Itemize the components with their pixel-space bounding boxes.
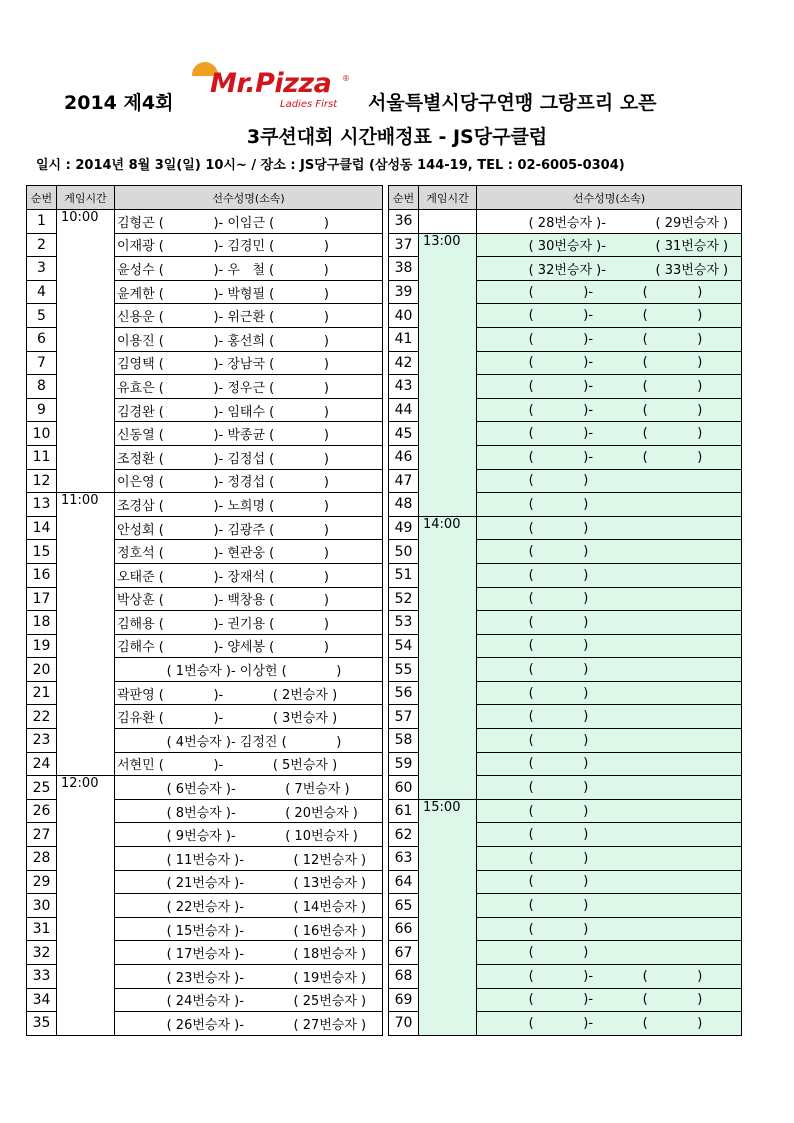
players-cell: ( ): [477, 611, 742, 635]
players-cell: ( ): [477, 752, 742, 776]
players-cell: ( ): [477, 658, 742, 682]
logo-tagline: Ladies First: [280, 99, 338, 110]
players-cell: ( ): [477, 776, 742, 800]
page-subtitle: 3쿠션대회 시간배정표 - JS당구클럽: [246, 126, 548, 148]
game-number: 8: [27, 375, 57, 399]
players-cell: ( 28번승자 )- ( 29번승자 ): [477, 210, 742, 234]
col-header-time: 게임시간: [57, 186, 115, 210]
players-cell: ( 11번승자 )- ( 12번승자 ): [115, 847, 383, 871]
game-number: 7: [27, 351, 57, 375]
table-row: [389, 233, 742, 257]
game-number: 25: [27, 776, 57, 800]
game-number: 66: [389, 917, 419, 941]
players-cell: ( )- ( ): [477, 280, 742, 304]
game-number: 5: [27, 304, 57, 328]
game-number: 19: [27, 634, 57, 658]
game-number: 14: [27, 516, 57, 540]
players-cell: 유효은 ( )- 정우근 ( ): [115, 375, 383, 399]
game-number: 67: [389, 941, 419, 965]
game-number: 26: [27, 799, 57, 823]
players-cell: 김유환 ( )- ( 3번승자 ): [115, 705, 383, 729]
game-number: 13: [27, 493, 57, 517]
table-row: [27, 493, 383, 517]
players-cell: 김형곤 ( )- 이임근 ( ): [115, 210, 383, 234]
game-time: 11:00: [57, 493, 115, 776]
game-number: 6: [27, 327, 57, 351]
players-cell: 오태준 ( )- 장재석 ( ): [115, 563, 383, 587]
game-number: 54: [389, 634, 419, 658]
game-number: 69: [389, 988, 419, 1012]
game-time: 13:00: [419, 233, 477, 516]
players-cell: 김경완 ( )- 임태수 ( ): [115, 398, 383, 422]
players-cell: 조정환 ( )- 김정섭 ( ): [115, 445, 383, 469]
players-cell: ( ): [477, 540, 742, 564]
game-number: 57: [389, 705, 419, 729]
players-cell: ( )- ( ): [477, 422, 742, 446]
players-cell: ( ): [477, 823, 742, 847]
players-cell: ( ): [477, 894, 742, 918]
game-number: 22: [27, 705, 57, 729]
game-number: 27: [27, 823, 57, 847]
event-title: 서울특별시당구연맹 그랑프리 오픈: [368, 92, 657, 114]
table-header-row: [389, 186, 742, 210]
players-cell: 김해용 ( )- 권기용 ( ): [115, 611, 383, 635]
players-cell: ( )- ( ): [477, 445, 742, 469]
game-number: 60: [389, 776, 419, 800]
mr-pizza-logo: [188, 62, 356, 112]
game-time: 15:00: [419, 799, 477, 1035]
game-number: 41: [389, 327, 419, 351]
logo-registered-mark: ®: [342, 74, 350, 83]
players-cell: 서현민 ( )- ( 5번승자 ): [115, 752, 383, 776]
players-cell: ( ): [477, 634, 742, 658]
schedule-table-left: [26, 185, 383, 1036]
players-cell: ( ): [477, 493, 742, 517]
players-cell: 이재광 ( )- 김경민 ( ): [115, 233, 383, 257]
table-header-row: [27, 186, 383, 210]
game-number: 16: [27, 563, 57, 587]
players-cell: 정호석 ( )- 현관웅 ( ): [115, 540, 383, 564]
game-time: 14:00: [419, 516, 477, 799]
game-time: 10:00: [57, 210, 115, 493]
game-number: 70: [389, 1012, 419, 1036]
game-number: 11: [27, 445, 57, 469]
players-cell: ( ): [477, 469, 742, 493]
game-number: 18: [27, 611, 57, 635]
players-cell: ( ): [477, 799, 742, 823]
table-row: [389, 799, 742, 823]
game-number: 38: [389, 257, 419, 281]
players-cell: 조경삼 ( )- 노희명 ( ): [115, 493, 383, 517]
game-number: 64: [389, 870, 419, 894]
game-number: 53: [389, 611, 419, 635]
players-cell: ( ): [477, 587, 742, 611]
players-cell: ( 32번승자 )- ( 33번승자 ): [477, 257, 742, 281]
table-row: [27, 776, 383, 800]
players-cell: 윤성수 ( )- 우 철 ( ): [115, 257, 383, 281]
players-cell: ( 15번승자 )- ( 16번승자 ): [115, 917, 383, 941]
players-cell: ( 23번승자 )- ( 19번승자 ): [115, 965, 383, 989]
players-cell: 김영택 ( )- 장남국 ( ): [115, 351, 383, 375]
schedule-table-right: [388, 185, 742, 1036]
game-number: 17: [27, 587, 57, 611]
players-cell: ( ): [477, 729, 742, 753]
event-info: 일시 : 2014년 8월 3일(일) 10시~ / 장소 : JS당구클럽 (삼성동 144-19, TEL : 02-6005-0304): [36, 158, 625, 173]
players-cell: ( ): [477, 941, 742, 965]
players-cell: 곽판영 ( )- ( 2번승자 ): [115, 681, 383, 705]
col-header-players: 선수성명(소속): [477, 186, 742, 210]
players-cell: ( 9번승자 )- ( 10번승자 ): [115, 823, 383, 847]
game-number: 39: [389, 280, 419, 304]
players-cell: ( ): [477, 681, 742, 705]
game-number: 4: [27, 280, 57, 304]
players-cell: 신용운 ( )- 위근환 ( ): [115, 304, 383, 328]
game-number: 34: [27, 988, 57, 1012]
players-cell: ( ): [477, 917, 742, 941]
game-number: 2: [27, 233, 57, 257]
players-cell: ( 17번승자 )- ( 18번승자 ): [115, 941, 383, 965]
players-cell: 이용진 ( )- 홍선희 ( ): [115, 327, 383, 351]
game-number: 63: [389, 847, 419, 871]
game-number: 1: [27, 210, 57, 234]
players-cell: ( ): [477, 847, 742, 871]
game-number: 61: [389, 799, 419, 823]
game-number: 48: [389, 493, 419, 517]
players-cell: ( 26번승자 )- ( 27번승자 ): [115, 1012, 383, 1036]
event-edition: 2014 제4회: [64, 92, 174, 114]
game-time: 12:00: [57, 776, 115, 1036]
players-cell: ( )- ( ): [477, 351, 742, 375]
game-number: 31: [27, 917, 57, 941]
game-number: 55: [389, 658, 419, 682]
game-number: 37: [389, 233, 419, 257]
game-number: 65: [389, 894, 419, 918]
game-number: 58: [389, 729, 419, 753]
game-number: 28: [27, 847, 57, 871]
game-number: 33: [27, 965, 57, 989]
game-number: 32: [27, 941, 57, 965]
players-cell: 신동열 ( )- 박종균 ( ): [115, 422, 383, 446]
logo-wordmark: Mr.Pizza: [210, 68, 332, 99]
game-number: 3: [27, 257, 57, 281]
players-cell: ( 4번승자 )- 김정진 ( ): [115, 729, 383, 753]
game-number: 9: [27, 398, 57, 422]
game-number: 40: [389, 304, 419, 328]
game-number: 12: [27, 469, 57, 493]
col-header-no: 순번: [27, 186, 57, 210]
game-number: 50: [389, 540, 419, 564]
players-cell: ( 6번승자 )- ( 7번승자 ): [115, 776, 383, 800]
players-cell: 윤계한 ( )- 박형필 ( ): [115, 280, 383, 304]
players-cell: ( 8번승자 )- ( 20번승자 ): [115, 799, 383, 823]
game-number: 62: [389, 823, 419, 847]
players-cell: 이은영 ( )- 정경섭 ( ): [115, 469, 383, 493]
game-number: 44: [389, 398, 419, 422]
game-number: 45: [389, 422, 419, 446]
players-cell: ( )- ( ): [477, 1012, 742, 1036]
game-number: 56: [389, 681, 419, 705]
game-number: 46: [389, 445, 419, 469]
players-cell: ( )- ( ): [477, 965, 742, 989]
players-cell: ( )- ( ): [477, 375, 742, 399]
players-cell: 박상훈 ( )- 백창용 ( ): [115, 587, 383, 611]
game-number: 15: [27, 540, 57, 564]
game-number: 35: [27, 1012, 57, 1036]
table-row: [27, 210, 383, 234]
players-cell: ( )- ( ): [477, 988, 742, 1012]
game-number: 23: [27, 729, 57, 753]
players-cell: ( ): [477, 705, 742, 729]
players-cell: ( ): [477, 563, 742, 587]
players-cell: ( )- ( ): [477, 327, 742, 351]
table-row: [389, 516, 742, 540]
game-number: 21: [27, 681, 57, 705]
game-number: 36: [389, 210, 419, 234]
players-cell: ( 24번승자 )- ( 25번승자 ): [115, 988, 383, 1012]
col-header-no: 순번: [389, 186, 419, 210]
game-number: 42: [389, 351, 419, 375]
players-cell: ( ): [477, 516, 742, 540]
game-number: 47: [389, 469, 419, 493]
game-number: 10: [27, 422, 57, 446]
game-number: 59: [389, 752, 419, 776]
game-number: 68: [389, 965, 419, 989]
table-row: [389, 210, 742, 234]
game-number: 52: [389, 587, 419, 611]
title-row: [0, 58, 794, 114]
players-cell: ( 1번승자 )- 이상헌 ( ): [115, 658, 383, 682]
game-number: 51: [389, 563, 419, 587]
game-number: 24: [27, 752, 57, 776]
players-cell: ( )- ( ): [477, 304, 742, 328]
players-cell: 안성회 ( )- 김광주 ( ): [115, 516, 383, 540]
players-cell: ( ): [477, 870, 742, 894]
players-cell: ( 22번승자 )- ( 14번승자 ): [115, 894, 383, 918]
players-cell: ( 30번승자 )- ( 31번승자 ): [477, 233, 742, 257]
game-number: 29: [27, 870, 57, 894]
game-number: 30: [27, 894, 57, 918]
game-number: 43: [389, 375, 419, 399]
col-header-players: 선수성명(소속): [115, 186, 383, 210]
players-cell: 김해수 ( )- 양세봉 ( ): [115, 634, 383, 658]
game-number: 20: [27, 658, 57, 682]
players-cell: ( )- ( ): [477, 398, 742, 422]
game-time: [419, 210, 477, 234]
game-number: 49: [389, 516, 419, 540]
col-header-time: 게임시간: [419, 186, 477, 210]
players-cell: ( 21번승자 )- ( 13번승자 ): [115, 870, 383, 894]
